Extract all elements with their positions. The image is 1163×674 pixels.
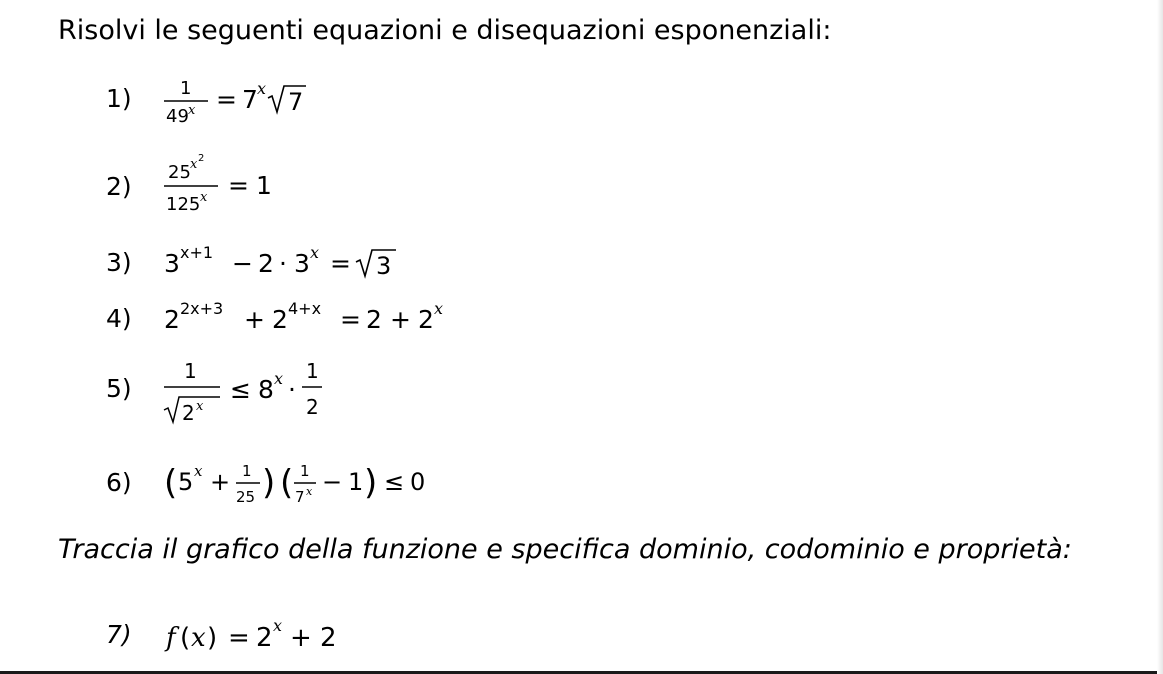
base-two: 2: [418, 305, 434, 334]
base-three: 3: [164, 249, 180, 278]
equals-sign: =: [330, 249, 351, 278]
less-equal-sign: ≤: [230, 375, 251, 404]
exercise-5-expression: [164, 356, 424, 432]
base-seven: 7: [242, 85, 258, 114]
function-name: f: [166, 623, 176, 653]
exercise-label: 2): [106, 172, 132, 201]
coefficient-two: 2: [258, 249, 274, 278]
exercise-label: 1): [106, 84, 132, 113]
constant-two: 2: [366, 305, 382, 334]
right-paren: ): [262, 463, 276, 503]
denominator-exponent: x: [306, 485, 313, 498]
formula-4: [164, 292, 524, 352]
exercise-label: 7): [106, 620, 132, 649]
page-right-edge: [1157, 0, 1163, 674]
base-five: 5: [178, 468, 194, 496]
denominator-exponent: x: [188, 103, 196, 118]
base-two: 2: [272, 305, 288, 334]
exercise-2-expression: [164, 150, 424, 220]
exponent-x: x: [310, 243, 320, 262]
formula-7: [164, 608, 424, 668]
base-eight: 8: [258, 375, 274, 404]
numerator-exponent-power: 2: [198, 153, 205, 164]
exercise-6-expression: [164, 448, 524, 518]
plus-sign: +: [244, 305, 265, 334]
heading-graph: Traccia il grafico della funzione e specifica dominio, codominio e proprietà:: [58, 534, 1072, 565]
equals-sign: =: [228, 171, 249, 200]
less-equal-sign: ≤: [384, 468, 405, 496]
plus-sign: +: [290, 623, 312, 653]
formula-6: [164, 448, 524, 518]
exponent-2x-plus-3: 2x+3: [180, 299, 224, 318]
radicand-base: 2: [182, 401, 195, 425]
denominator-base: 7: [295, 488, 305, 506]
radicand: 3: [376, 252, 392, 280]
exponent-x: x: [257, 79, 267, 98]
constant-one: 1: [348, 468, 364, 496]
equals-sign: =: [216, 85, 237, 114]
minus-sign: −: [322, 468, 343, 496]
plus-sign: +: [210, 468, 231, 496]
zero: 0: [410, 468, 426, 496]
variable-x: x: [191, 623, 206, 653]
exercise-label: 3): [106, 248, 132, 277]
exercise-4-expression: [164, 292, 524, 352]
dot-operator: ·: [279, 249, 287, 278]
left-paren: (: [280, 463, 294, 503]
heading-equations: Risolvi le seguenti equazioni e disequazioni esponenziali:: [58, 15, 832, 46]
left-paren: (: [180, 623, 191, 653]
formula-2: [164, 150, 424, 220]
numerator: 1: [184, 359, 197, 383]
numerator: 1: [300, 462, 310, 480]
denominator-base: 49: [166, 106, 189, 127]
equals-sign: =: [340, 305, 361, 334]
radicand-exponent: x: [196, 399, 204, 414]
exercise-label: 5): [106, 374, 132, 403]
formula-5: [164, 356, 424, 432]
exercise-label: 4): [106, 304, 132, 333]
left-paren: (: [164, 463, 178, 503]
denominator-base: 125: [166, 194, 201, 215]
numerator-exponent: x: [190, 157, 198, 172]
equals-sign: =: [228, 623, 250, 653]
exercise-3-expression: [164, 236, 484, 296]
numerator: 1: [306, 359, 319, 383]
denominator: 25: [236, 488, 256, 506]
exercise-7-expression: [164, 608, 424, 668]
radicand: 7: [288, 88, 304, 116]
numerator: 1: [242, 462, 252, 480]
exponent-x: x: [273, 616, 283, 635]
right-side: 1: [256, 171, 272, 200]
constant-two: 2: [320, 623, 337, 653]
base-three: 3: [294, 249, 310, 278]
minus-sign: −: [232, 249, 253, 278]
formula-3: [164, 236, 484, 296]
exercise-1-expression: [164, 72, 424, 132]
numerator: 1: [180, 78, 192, 99]
exponent-x: x: [274, 369, 284, 388]
exponent-x-plus-1: x+1: [180, 243, 214, 262]
base-two: 2: [256, 623, 273, 653]
numerator-base: 25: [168, 162, 191, 183]
exponent-4-plus-x: 4+x: [288, 299, 322, 318]
formula-1: [164, 72, 424, 132]
exercise-label: 6): [106, 468, 132, 497]
denominator-exponent: x: [200, 190, 208, 205]
exponent-x: x: [434, 299, 444, 318]
right-paren: ): [207, 623, 218, 653]
exponent-x: x: [194, 462, 203, 480]
denominator: 2: [306, 395, 319, 419]
dot-operator: ·: [288, 375, 296, 404]
base-two: 2: [164, 305, 180, 334]
plus-sign: +: [390, 305, 411, 334]
right-paren: ): [364, 463, 378, 503]
